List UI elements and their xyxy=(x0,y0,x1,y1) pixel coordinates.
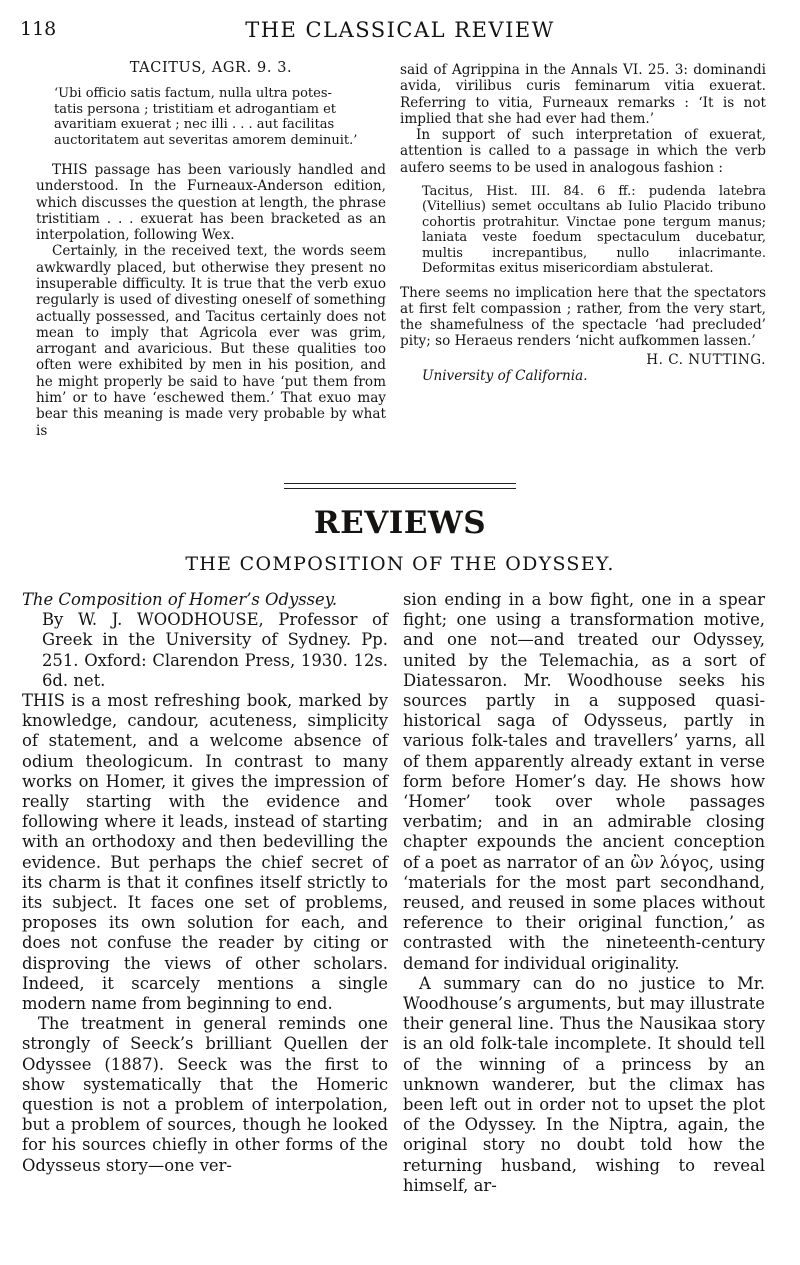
review-paragraph: sion ending in a bow fight, one in a spear fight; one using a transformation motive, and one not—and treated our Odyssey, united by the Telemachia, as a sort of Diatessaron. Mr. Woodhouse seeks his sources partly in a supposed quasi-historical saga of Odysseus, partly in various folk-tales and travellers’ yarns, all of them apparently already extant in verse form before Homer’s day. He shows how ‘Homer’ took over whole passages verbatim; and in an admirable closing chapter expounds the ancient conception of a poet as narrator of an ὢν λόγος, using ‘materials for the most part secondhand, reused, and reused in some places without reference to their original function,’ as contrasted with the nineteenth-century demand for individual originality. xyxy=(403,590,765,973)
quote-line: auctoritatem aut severitas amorem deminuit.’ xyxy=(54,132,358,148)
review-right-column xyxy=(403,590,765,1196)
section-divider xyxy=(284,483,516,493)
note-left-column xyxy=(36,60,386,439)
journal-title: THE CLASSICAL REVIEW xyxy=(245,18,555,42)
quote-line: tatis persona ; tristitiam et adrogantiam et xyxy=(54,101,337,117)
quote-line: ‘Ubi officio satis factum, nulla ultra potes- xyxy=(54,86,332,102)
note-paragraph: There seems no implication here that the spectators at first felt compassion ; rather, from the very start, the shamefulness of the spectacle ‘had precluded’ pity; so Heraeus renders ‘nicht aufkommen lassen.’ xyxy=(400,284,766,350)
note-paragraph: Certainly, in the received text, the words seem awkwardly placed, but otherwise they present no insuperable difficulty. It is true that the verb exuo regularly is used of divesting oneself of something actually possessed, and Tacitus certainly does not mean to imply that Agricola ever was grim, arrogant and avaricious. But these qualities too often were exhibited by men in his position, and he might properly be said to have ‘put them from him’ or to have ‘eschewed them.’ That exuo may bear this meaning is made very probable by what is xyxy=(36,243,386,439)
book-details: By W. J. WOODHOUSE, Professor of Greek in the University of Sydney. Pp. 251. Oxford: Clarendon Press, 1930. 12s. 6d. net. xyxy=(42,610,388,690)
note-title: TACITUS, AGR. 9. 3. xyxy=(129,60,293,76)
note-paragraph: In support of such interpretation of exuerat, attention is called to a passage in which the verb aufero seems to be used in analogous fashion : xyxy=(400,127,766,176)
running-head xyxy=(20,18,780,48)
review-left-column xyxy=(22,590,388,1176)
note-author: H. C. NUTTING. xyxy=(646,351,766,368)
agricola-quote xyxy=(54,86,386,148)
bibliographic-entry xyxy=(22,590,388,691)
histories-quote: Tacitus, Hist. III. 84. 6 ff.: pudenda latebra (Vitellius) semet occultans ab Iulio Placido tribuno cohortis protrahitur. Vinctae pone tergum manus; laniata veste foedum spectaculum ducebatur, multis increpantibus, nullo inlacrimante. Deformitas exitus misericordiam abstulerat. xyxy=(422,184,766,277)
book-title: The Composition of Homer’s Odyssey. xyxy=(22,590,338,609)
review-paragraph: A summary can do no justice to Mr. Woodhouse’s arguments, but may illustrate their general line. Thus the Nausikaa story is an old folk-tale incomplete. It should tell of the winning of a princess by an unknown wanderer, but the climax has been left out in order not to upset the plot of the Odyssey. In the Niptra, again, the original story no doubt told how the returning husband, wishing to reveal himself, ar- xyxy=(403,973,765,1195)
review-paragraph: THIS is a most refreshing book, marked by knowledge, candour, acuteness, simplicity of statement, and a welcome absence of odium theologicum. In contrast to many works on Homer, it gives the impression of really starting with the evidence and following where it leads, instead of starting with an orthodoxy and then bedevilling the evidence. But perhaps the chief secret of its charm is that it confines itself strictly to its subject. It faces one set of problems, proposes its own solution for each, and does not confuse the reader by citing or disproving the views of other scholars. Indeed, it scarcely mentions a single modern name from beginning to end. xyxy=(22,691,388,1014)
section-title: REVIEWS xyxy=(313,505,487,541)
note-right-column xyxy=(400,62,766,384)
note-paragraph: said of Agrippina in the Annals VI. 25. 3: dominandi avida, virilibus curis feminarum vitia exuerat. Referring to vitia, Furneaux remarks : ‘It is not implied that she had ever had them.’ xyxy=(400,62,766,127)
review-paragraph: The treatment in general reminds one strongly of Seeck’s brilliant Quellen der Odyssee (1887). Seeck was the first to show systematically that the Homeric question is not a problem of interpolation, but a problem of sources, though he looked for his sources chiefly in other forms of the Odysseus story—one ver- xyxy=(22,1014,388,1175)
divider-rule xyxy=(284,483,516,484)
review-title: THE COMPOSITION OF THE ODYSSEY. xyxy=(185,553,615,575)
note-affiliation: University of California. xyxy=(422,368,588,384)
note-paragraph: THIS passage has been variously handled and understood. In the Furneaux-Anderson edition, which discusses the question at length, the phrase tristitiam . . . exuerat has been bracketed as an interpolation, following Wex. xyxy=(36,161,386,244)
page-number: 118 xyxy=(20,18,57,40)
quote-line: avaritiam exuerat ; nec illi . . . aut facilitas xyxy=(54,117,335,133)
divider-rule xyxy=(284,488,516,489)
